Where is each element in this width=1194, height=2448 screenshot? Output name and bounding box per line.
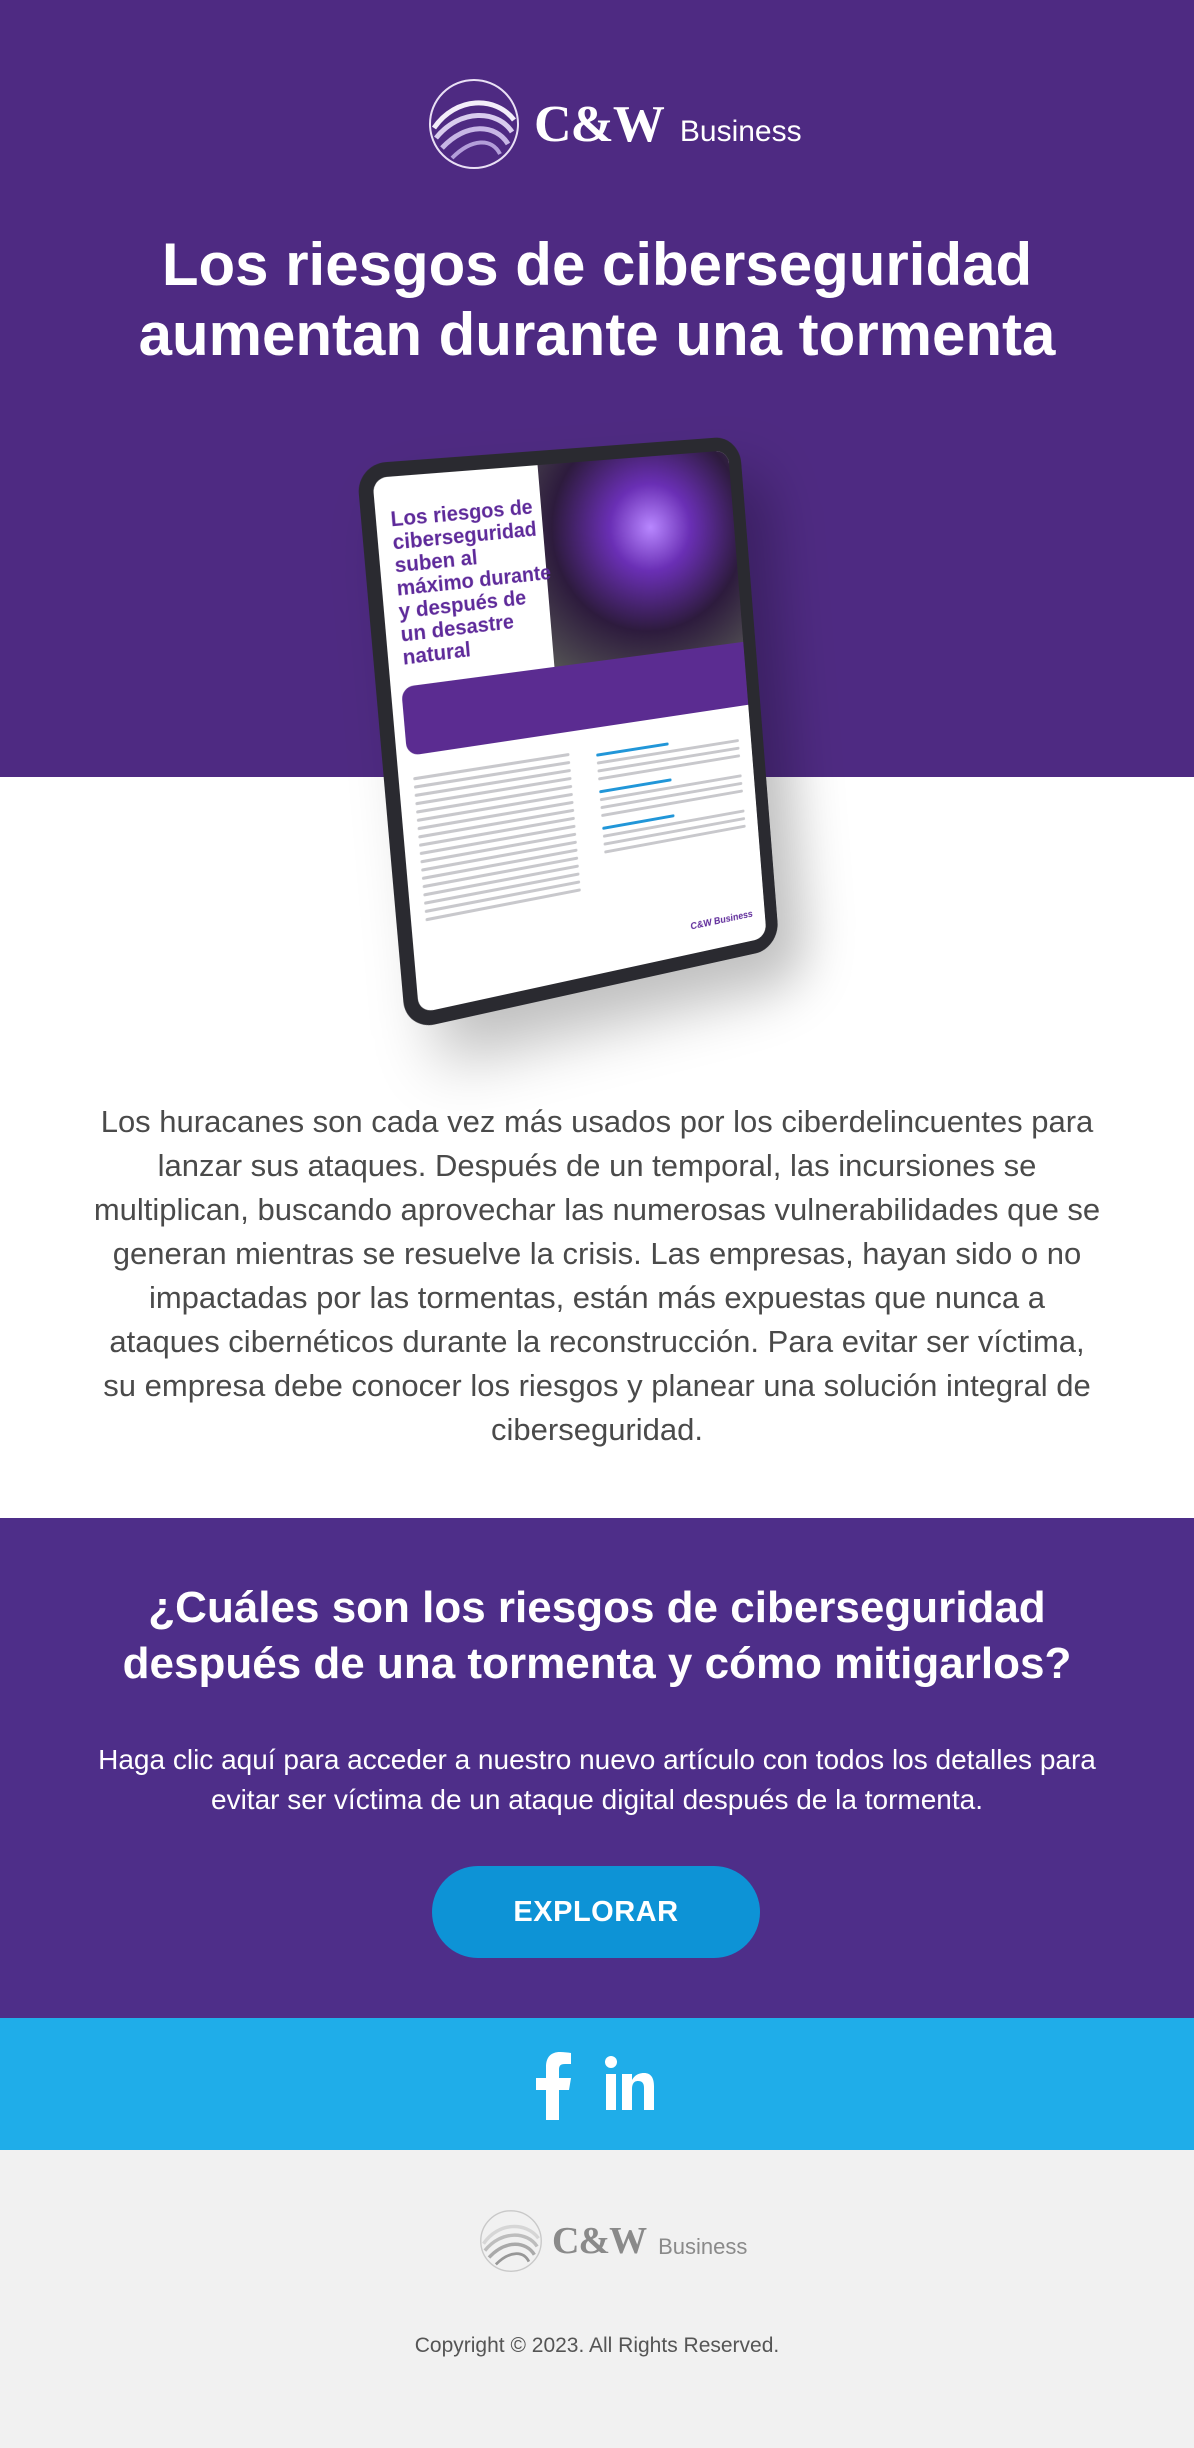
- copyright-text: Copyright © 2023. All Rights Reserved.: [414, 2334, 780, 2357]
- brand-sub: Business: [679, 115, 802, 148]
- brand-logo-bottom[interactable]: [478, 2206, 747, 2276]
- storm-image: [537, 450, 743, 671]
- brand-name: C&W: [552, 2220, 647, 2262]
- facebook-icon[interactable]: [533, 2050, 573, 2120]
- brand-sub: Business: [658, 2234, 748, 2259]
- doc-footer-logo: C&W Business: [690, 908, 754, 933]
- hero-title: Los riesgos de ciberseguridad aumentan durante una tormenta: [138, 231, 1056, 368]
- social-bar: [0, 2018, 1194, 2150]
- tablet-mockup: [340, 430, 860, 1050]
- globe-swirl-icon: [426, 76, 522, 172]
- explore-button[interactable]: EXPLORAR: [432, 1866, 760, 1958]
- doc-body-text: [413, 722, 754, 948]
- brand-logo-top[interactable]: [426, 74, 802, 174]
- brand-name: C&W: [534, 95, 664, 153]
- tablet-screen: [372, 450, 766, 1013]
- globe-swirl-icon: [478, 2208, 544, 2274]
- footer: [0, 2150, 1194, 2448]
- cta-description: Haga clic aquí para acceder a nuestro nuevo artículo con todos los detalles para evitar ser víctima de un ataque digital después de la tormenta.: [98, 1744, 1096, 1815]
- tablet-device: [356, 436, 779, 1031]
- linkedin-icon[interactable]: [604, 2054, 654, 2114]
- doc-title: Los riesgos de ciberseguridad suben al máximo durante y después de un desastre natural: [389, 496, 552, 670]
- intro-paragraph: Los huracanes son cada vez más usados por los ciberdelincuentes para lanzar sus ataques. Después de un temporal, las incursiones se multiplican, buscando aprovechar las numerosas vulnerabilidades que se generan mientras se resuelve la crisis. Las empresas, hayan sido o no impactadas por las tormentas, están más expuestas que nunca a ataques cibernéticos durante la reconstrucción. Para evitar ser víctima, su empresa debe conocer los riesgos y planear una solución integral de ciberseguridad.: [93, 1104, 1101, 1447]
- cta-title: ¿Cuáles son los riesgos de ciberseguridad después de una tormenta y cómo mitigarlos?: [122, 1583, 1072, 1688]
